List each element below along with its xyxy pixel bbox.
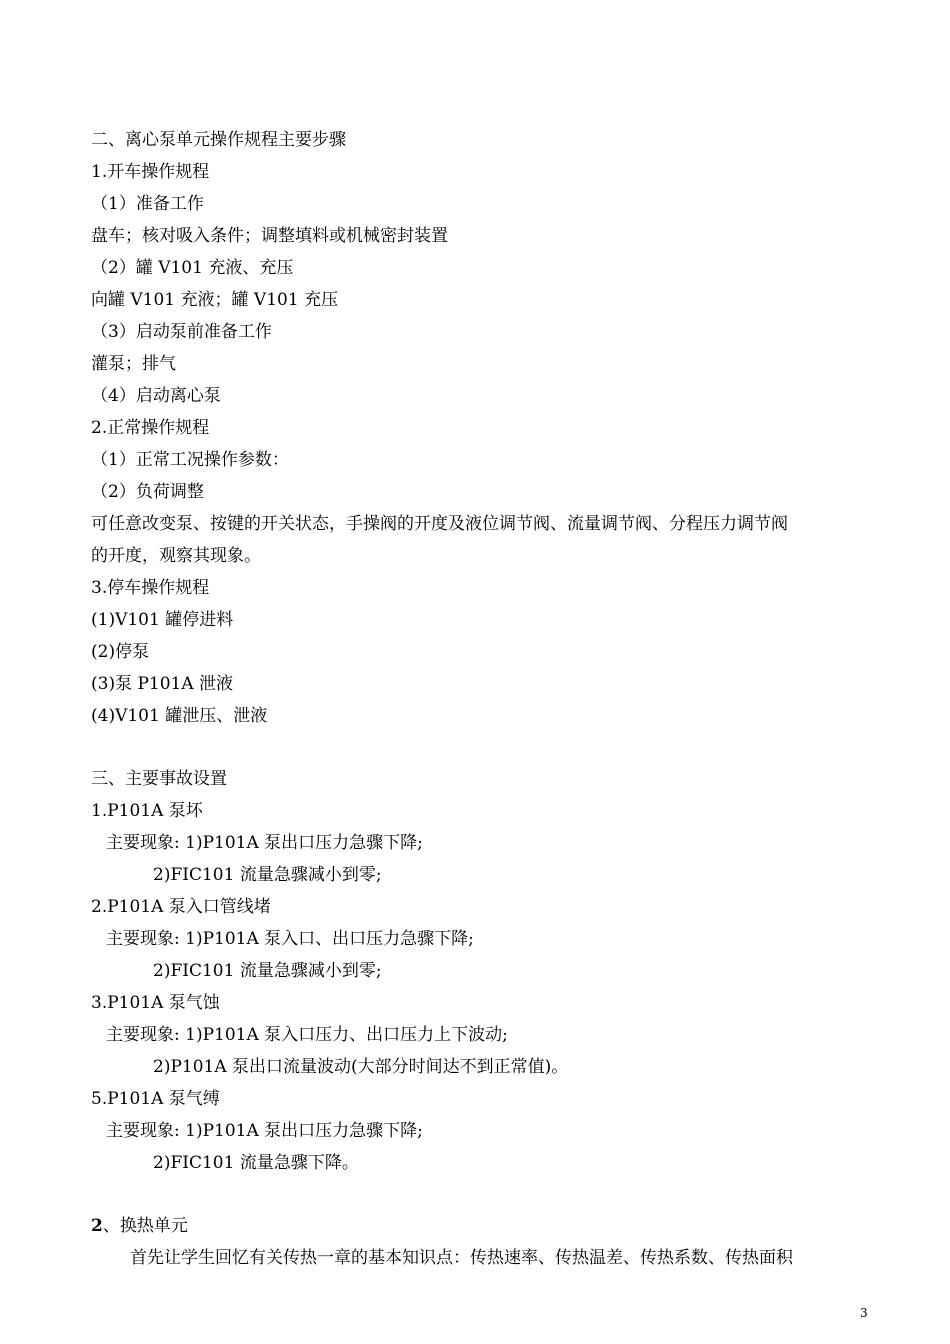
step-heading: （1）准备工作 <box>91 194 204 214</box>
fault-heading: 2.P101A 泵入口管线堵 <box>91 897 271 917</box>
list-item: (1)V101 罐停进料 <box>91 610 234 630</box>
body-text: 盘车；核对吸入条件；调整填料或机械密封装置 <box>91 226 448 246</box>
step-heading: （2）负荷调整 <box>91 482 204 502</box>
list-item: (4)V101 罐泄压、泄液 <box>91 706 268 726</box>
subsection-heading: 3.停车操作规程 <box>91 578 210 598</box>
section-number: 2 <box>91 1216 103 1236</box>
fault-symptom: 主要现象: 1)P101A 泵出口压力急骤下降; <box>106 1121 423 1141</box>
fault-symptom: 主要现象: 1)P101A 泵入口、出口压力急骤下降; <box>106 929 474 949</box>
fault-heading: 5.P101A 泵气缚 <box>91 1089 220 1109</box>
fault-heading: 1.P101A 泵坏 <box>91 801 203 821</box>
fault-symptom: 主要现象: 1)P101A 泵入口压力、出口压力上下波动; <box>106 1025 508 1045</box>
list-item: (2)停泵 <box>91 642 150 662</box>
paragraph: 首先让学生回忆有关传热一章的基本知识点：传热速率、传热温差、传热系数、传热面积 <box>130 1248 793 1268</box>
subsection-heading: 2.正常操作规程 <box>91 418 210 438</box>
subsection-heading: 1.开车操作规程 <box>91 162 210 182</box>
section-heading: 三、主要事故设置 <box>91 769 227 789</box>
section-heading: 二、离心泵单元操作规程主要步骤 <box>91 130 346 150</box>
fault-symptom: 2)FIC101 流量急骤减小到零; <box>153 865 382 885</box>
page-number: 3 <box>860 1306 868 1320</box>
body-text: 的开度，观察其现象。 <box>91 546 261 566</box>
step-heading: （2）罐 V101 充液、充压 <box>91 258 294 278</box>
step-heading: （4）启动离心泵 <box>91 386 221 406</box>
body-text: 可任意改变泵、按键的开关状态，手操阀的开度及液位调节阀、流量调节阀、分程压力调节阀 <box>91 514 788 534</box>
body-text: 灌泵；排气 <box>91 354 176 374</box>
section-title: 、换热单元 <box>102 1216 188 1236</box>
list-item: (3)泵 P101A 泄液 <box>91 674 234 694</box>
step-heading: （1）正常工况操作参数： <box>91 450 289 470</box>
section-heading <box>91 1215 188 1237</box>
step-heading: （3）启动泵前准备工作 <box>91 322 272 342</box>
fault-symptom: 主要现象: 1)P101A 泵出口压力急骤下降; <box>106 833 423 853</box>
fault-symptom: 2)FIC101 流量急骤下降。 <box>153 1153 359 1173</box>
fault-heading: 3.P101A 泵气蚀 <box>91 993 220 1013</box>
fault-symptom: 2)FIC101 流量急骤减小到零; <box>153 961 382 981</box>
body-text: 向罐 V101 充液；罐 V101 充压 <box>91 290 339 310</box>
fault-symptom: 2)P101A 泵出口流量波动(大部分时间达不到正常值)。 <box>153 1057 569 1077</box>
